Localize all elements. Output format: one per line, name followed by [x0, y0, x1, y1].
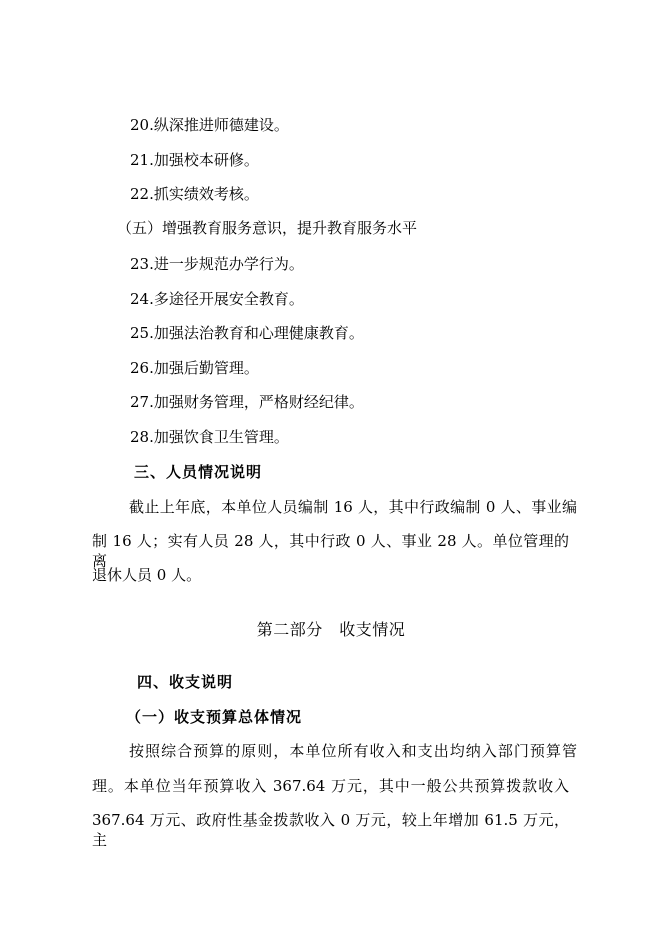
part-two-title: 第二部分 收支情况	[256, 620, 406, 639]
section-heading-income-expense: 四、收支说明	[137, 673, 234, 691]
budget-paragraph-line-2: 理。本单位当年预算收入 367.64 万元，其中一般公共预算拨款收入	[92, 777, 569, 795]
list-item-28: 28.加强饮食卫生管理。	[130, 428, 289, 446]
list-item-25: 25.加强法治教育和心理健康教育。	[130, 324, 364, 342]
list-item-27: 27.加强财务管理，严格财经纪律。	[130, 393, 364, 411]
subsection-heading-budget-overview: （一）收支预算总体情况	[126, 708, 303, 726]
list-item-20: 20.纵深推进师德建设。	[130, 116, 289, 134]
list-item-23: 23.进一步规范办学行为。	[130, 255, 304, 273]
section-heading-staffing: 三、人员情况说明	[134, 463, 263, 481]
budget-paragraph-line-3: 367.64 万元、政府性基金拨款收入 0 万元，较上年增加 61.5 万元，主	[92, 811, 569, 849]
staffing-paragraph-line-2: 制 16 人；实有人员 28 人，其中行政 0 人、事业 28 人。单位管理的离	[92, 532, 569, 570]
staffing-paragraph-line-1: 截止上年底，本单位人员编制 16 人，其中行政编制 0 人、事业编	[129, 498, 577, 516]
list-item-22: 22.抓实绩效考核。	[130, 185, 259, 203]
staffing-paragraph-line-3: 退休人员 0 人。	[92, 566, 202, 584]
list-item-21: 21.加强校本研修。	[130, 151, 259, 169]
list-item-24: 24.多途径开展安全教育。	[130, 290, 304, 308]
list-item-26: 26.加强后勤管理。	[130, 359, 259, 377]
budget-paragraph-line-1: 按照综合预算的原则，本单位所有收入和支出均纳入部门预算管	[129, 742, 577, 760]
sub-heading-five: （五）增强教育服务意识，提升教育服务水平	[117, 219, 418, 237]
